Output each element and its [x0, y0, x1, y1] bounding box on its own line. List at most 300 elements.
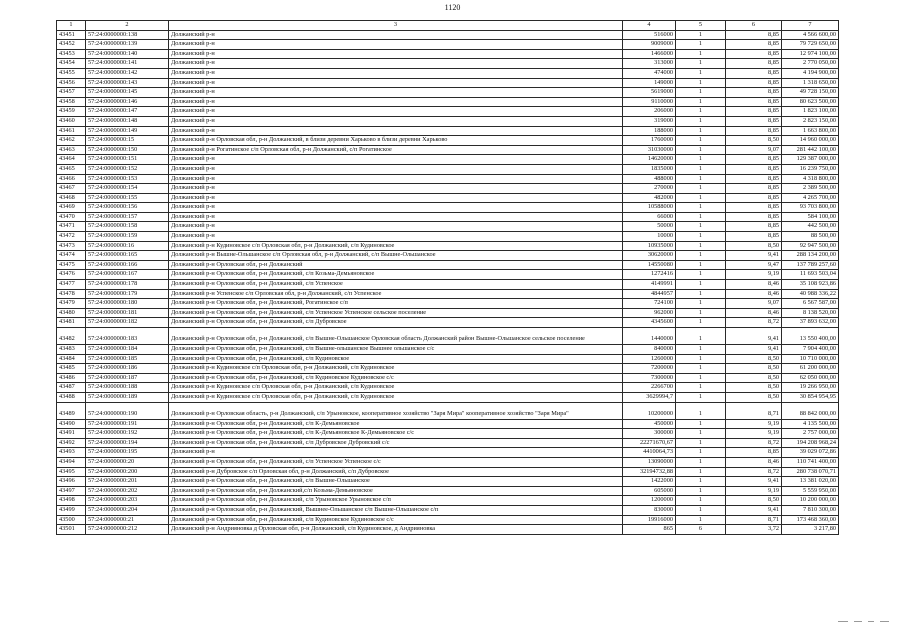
table-cell: 9,19 — [726, 270, 782, 280]
table-cell: 1 — [676, 174, 726, 184]
table-row — [57, 270, 839, 280]
table-cell: 1 — [676, 496, 726, 506]
table-cell: 8,85 — [726, 212, 782, 222]
table-cell: 66000 — [623, 212, 676, 222]
table-cell: 1200000 — [623, 496, 676, 506]
table-cell: 43491 — [57, 429, 86, 439]
table-cell: 450000 — [623, 419, 676, 429]
table-cell: 830000 — [623, 505, 676, 515]
table-cell: 57:24:0000000:138 — [86, 30, 169, 40]
table-cell: Должанский р-н Орловская обл, р-н Должанский, с/п Козьма-Демьяновское — [169, 270, 623, 280]
table-row — [57, 345, 839, 355]
table-cell: 4 135 500,00 — [782, 419, 839, 429]
table-cell: 1 — [676, 222, 726, 232]
table-cell: 7300000 — [623, 373, 676, 383]
table-cell: 22271670,67 — [623, 438, 676, 448]
table-cell: 43459 — [57, 107, 86, 117]
table-cell: 57:24:0000000:167 — [86, 270, 169, 280]
table-cell: Должанский р-н Вышне-Ольшанское с/п Орловская обл, р-н Должанский, с/п Вышне-Ольшанское — [169, 251, 623, 261]
table-body — [57, 30, 839, 534]
table-cell: Должанский р-н Успенское с/п Орловская обл, р-н Должанский, с/п Успенское — [169, 289, 623, 299]
table-row — [57, 88, 839, 98]
table-cell: 1 — [676, 184, 726, 194]
table-cell: 8,85 — [726, 107, 782, 117]
table-cell: 57:24:0000000:16 — [86, 241, 169, 251]
table-row — [57, 68, 839, 78]
table-cell: Должанский р-н Орловская обл, р-н Должанский, Рогатинское с/п — [169, 299, 623, 309]
table-cell: 57:24:0000000:152 — [86, 164, 169, 174]
column-header: 4 — [623, 21, 676, 31]
table-cell: 16 239 750,00 — [782, 164, 839, 174]
table-cell: 43481 — [57, 318, 86, 328]
table-cell: 57:24:0000000:153 — [86, 174, 169, 184]
table-cell: 57:24:0000000:189 — [86, 392, 169, 402]
table-cell: 3629994,7 — [623, 392, 676, 402]
table-cell: Должанский р-н Орловская обл, р-н Должанский, с/п Успенское Успенское сельское поселение — [169, 308, 623, 318]
table-cell: 1422000 — [623, 477, 676, 487]
table-cell: 8,85 — [726, 232, 782, 242]
table-cell: 9,41 — [726, 251, 782, 261]
table-cell: 19 266 950,00 — [782, 383, 839, 393]
table-cell: 10935000 — [623, 241, 676, 251]
table-row — [57, 251, 839, 261]
table-cell: 8,46 — [726, 457, 782, 467]
table-cell: 1 — [676, 354, 726, 364]
table-cell: 1 — [676, 392, 726, 402]
table-cell: 1 — [676, 486, 726, 496]
table-cell: 4 265 700,00 — [782, 193, 839, 203]
table-cell: 1272416 — [623, 270, 676, 280]
table-cell: Должанский р-н — [169, 116, 623, 126]
table-cell: 57:24:0000000:21 — [86, 515, 169, 525]
table-cell: 1 — [676, 280, 726, 290]
table-cell: 57:24:0000000:158 — [86, 222, 169, 232]
table-row — [57, 241, 839, 251]
table-cell: Должанский р-н Орловская обл, р-н Должанский, с/п Кудиновское Кудиновское с/с — [169, 373, 623, 383]
table-cell: 57:24:0000000:181 — [86, 308, 169, 318]
table-cell: 43495 — [57, 467, 86, 477]
table-cell: Должанский р-н Орловская обл, р-н Должанский, с/п К-Демьяновское К-Демьяновское с/с — [169, 429, 623, 439]
table-cell: 1 — [676, 30, 726, 40]
table-cell: 2 823 150,00 — [782, 116, 839, 126]
table-cell: 13090000 — [623, 457, 676, 467]
table-row — [57, 116, 839, 126]
table-cell: 474000 — [623, 68, 676, 78]
table-cell: 43452 — [57, 40, 86, 50]
page-edge-marks — [838, 621, 900, 625]
table-row — [57, 419, 839, 429]
table-cell: 1 — [676, 467, 726, 477]
table-cell: 10200000 — [623, 402, 676, 419]
table-cell: 8,85 — [726, 155, 782, 165]
table-cell: Должанский р-н — [169, 40, 623, 50]
table-cell: Должанский р-н — [169, 30, 623, 40]
table-cell: 43477 — [57, 280, 86, 290]
table-cell: 488000 — [623, 174, 676, 184]
table-cell: 1 — [676, 477, 726, 487]
table-cell: 43451 — [57, 30, 86, 40]
table-cell: 8,85 — [726, 193, 782, 203]
table-cell: 13 381 020,00 — [782, 477, 839, 487]
table-cell: 35 108 923,86 — [782, 280, 839, 290]
table-cell: Должанский р-н Орловская обл, р-н Должанский, с/п Вышне-Ольшанское — [169, 477, 623, 487]
table-cell: 1260000 — [623, 354, 676, 364]
table-row — [57, 515, 839, 525]
table-cell: Должанский р-н Дубровское с/п Орловская обл, р-н Должанский, с/п Дубровское — [169, 467, 623, 477]
table-cell: 57:24:0000000:203 — [86, 496, 169, 506]
table-cell: 8,72 — [726, 318, 782, 328]
table-cell: Должанский р-н — [169, 126, 623, 136]
table-cell: 4345600 — [623, 318, 676, 328]
table-cell: 43501 — [57, 525, 86, 535]
table-cell: 1 — [676, 97, 726, 107]
table-cell: 1 — [676, 383, 726, 393]
table-row — [57, 184, 839, 194]
table-cell: 57:24:0000000:183 — [86, 328, 169, 345]
table-cell: 8,85 — [726, 222, 782, 232]
table-cell: 1 — [676, 40, 726, 50]
table-cell: 57:24:0000000:204 — [86, 505, 169, 515]
column-header: 1 — [57, 21, 86, 31]
table-cell: 57:24:0000000:202 — [86, 486, 169, 496]
table-cell: 43485 — [57, 364, 86, 374]
table-cell: 43460 — [57, 116, 86, 126]
table-cell: 1 318 650,00 — [782, 78, 839, 88]
table-cell: 19916000 — [623, 515, 676, 525]
table-cell: 57:24:0000000:151 — [86, 155, 169, 165]
table-cell: 57:24:0000000:142 — [86, 68, 169, 78]
table-row — [57, 467, 839, 477]
table-row — [57, 212, 839, 222]
table-cell: Должанский р-н — [169, 88, 623, 98]
table-cell: 57:24:0000000:201 — [86, 477, 169, 487]
table-cell: 840000 — [623, 345, 676, 355]
table-cell: 14620000 — [623, 155, 676, 165]
table-row — [57, 59, 839, 69]
table-cell: 8 138 520,00 — [782, 308, 839, 318]
table-cell: 57:24:0000000:179 — [86, 289, 169, 299]
table-cell: 5 559 950,00 — [782, 486, 839, 496]
table-cell: 8,85 — [726, 59, 782, 69]
table-cell: Должанский р-н — [169, 203, 623, 213]
table-cell: 110 741 400,00 — [782, 457, 839, 467]
table-cell: 57:24:0000000:180 — [86, 299, 169, 309]
table-cell: 8,85 — [726, 40, 782, 50]
table-cell: 1 — [676, 203, 726, 213]
table-cell: 194 208 968,24 — [782, 438, 839, 448]
table-cell: 92 947 500,00 — [782, 241, 839, 251]
table-cell: 57:24:0000000:200 — [86, 467, 169, 477]
table-cell: 10 200 000,00 — [782, 496, 839, 506]
table-cell: 8,85 — [726, 68, 782, 78]
table-cell: 1 — [676, 402, 726, 419]
table-cell: 1 — [676, 299, 726, 309]
table-cell: 14550080 — [623, 260, 676, 270]
table-cell: Должанский р-н — [169, 193, 623, 203]
table-row — [57, 457, 839, 467]
table-row — [57, 364, 839, 374]
table-cell: 43490 — [57, 419, 86, 429]
table-cell: Должанский р-н Орловская обл, р-н Должанский, с/п Вышне-Ольшанское Орловская область Должанский район Вышне-Ольшанское сельское поселение — [169, 328, 623, 345]
table-cell: 8,85 — [726, 126, 782, 136]
table-cell: 280 738 070,71 — [782, 467, 839, 477]
table-cell: 313000 — [623, 59, 676, 69]
table-cell: Должанский р-н Андрияновка д Орловская обл, р-н Должанский, с/п Кудиновское, д Андрияновка — [169, 525, 623, 535]
table-cell: 43475 — [57, 260, 86, 270]
table-cell: Должанский р-н — [169, 68, 623, 78]
table-cell: Должанский р-н Орловская обл, р-н Должанский, Вышнее-Ольшанское с/п Вышне-Ольшанское с/п — [169, 505, 623, 515]
table-cell: 57:24:0000000:182 — [86, 318, 169, 328]
table-cell: 57:24:0000000:157 — [86, 212, 169, 222]
table-cell: 43492 — [57, 438, 86, 448]
column-header: 6 — [726, 21, 782, 31]
table-cell: Должанский р-н — [169, 49, 623, 59]
table-cell: 43454 — [57, 59, 86, 69]
table-row — [57, 318, 839, 328]
table-cell: 8,50 — [726, 354, 782, 364]
table-row — [57, 299, 839, 309]
table-cell: 300000 — [623, 429, 676, 439]
table-cell: 1 — [676, 251, 726, 261]
table-cell: Должанский р-н — [169, 184, 623, 194]
table-row — [57, 193, 839, 203]
table-cell: 43469 — [57, 203, 86, 213]
table-cell: 43456 — [57, 78, 86, 88]
table-row — [57, 30, 839, 40]
table-cell: 43465 — [57, 164, 86, 174]
table-cell: 9,19 — [726, 419, 782, 429]
table-cell: 1 — [676, 419, 726, 429]
table-cell: 1 — [676, 59, 726, 69]
table-cell: Должанский р-н Рогатинское с/п Орловская обл, р-н Должанский, с/п Рогатинское — [169, 145, 623, 155]
table-cell: 1 — [676, 364, 726, 374]
table-cell: 57:24:0000000:139 — [86, 40, 169, 50]
table-cell: 9,07 — [726, 299, 782, 309]
table-cell: 10 710 000,00 — [782, 354, 839, 364]
table-cell: 1 — [676, 164, 726, 174]
table-row — [57, 438, 839, 448]
table-cell: 57:24:0000000:212 — [86, 525, 169, 535]
table-cell: 43479 — [57, 299, 86, 309]
table-cell: 43467 — [57, 184, 86, 194]
table-cell: Должанский р-н Орловская область, р-н Должанский, с/п Урыновское, кооперативное хозяйство "Заря Мира" кооперативное хозяйство "Заря Мира" — [169, 402, 623, 419]
table-row — [57, 505, 839, 515]
table-cell: 50000 — [623, 222, 676, 232]
table-row — [57, 280, 839, 290]
table-cell: 57:24:0000000:186 — [86, 364, 169, 374]
table-cell: 7200000 — [623, 364, 676, 374]
table-cell: 57:24:0000000:159 — [86, 232, 169, 242]
table-cell: 724100 — [623, 299, 676, 309]
table-cell: 79 729 650,00 — [782, 40, 839, 50]
table-cell: 43487 — [57, 383, 86, 393]
table-cell: 9,07 — [726, 145, 782, 155]
table-cell: 281 442 100,00 — [782, 145, 839, 155]
table-cell: 9,41 — [726, 505, 782, 515]
table-cell: 62 050 000,00 — [782, 373, 839, 383]
table-cell: Должанский р-н — [169, 107, 623, 117]
table-cell: 442 500,00 — [782, 222, 839, 232]
table-cell: 8,85 — [726, 30, 782, 40]
table-row — [57, 222, 839, 232]
table-row — [57, 477, 839, 487]
table-cell: 57:24:0000000:190 — [86, 402, 169, 419]
table-cell: Должанский р-н Орловская обл, р-н Должанский, с/п К-Демьяновское — [169, 419, 623, 429]
table-cell: 57:24:0000000:146 — [86, 97, 169, 107]
column-header: 2 — [86, 21, 169, 31]
table-cell: 2 757 000,00 — [782, 429, 839, 439]
table-row — [57, 402, 839, 419]
table-row — [57, 49, 839, 59]
table-cell: 57:24:0000000:156 — [86, 203, 169, 213]
table-cell: 57:24:0000000:148 — [86, 116, 169, 126]
table-cell: 43471 — [57, 222, 86, 232]
table-cell: 6 567 587,00 — [782, 299, 839, 309]
table-cell: 80 623 500,00 — [782, 97, 839, 107]
table-cell: 4410064,73 — [623, 448, 676, 458]
table-row — [57, 126, 839, 136]
table-cell: Должанский р-н — [169, 155, 623, 165]
table-cell: 6 — [676, 525, 726, 535]
table-cell: 1 — [676, 136, 726, 146]
table-row — [57, 155, 839, 165]
table-cell: 8,50 — [726, 373, 782, 383]
table-cell: 3 217,80 — [782, 525, 839, 535]
table-cell: 57:24:0000000:140 — [86, 49, 169, 59]
table-row — [57, 308, 839, 318]
table-cell: 57:24:0000000:20 — [86, 457, 169, 467]
table-cell: 7 904 400,00 — [782, 345, 839, 355]
table-cell: 9110000 — [623, 97, 676, 107]
table-cell: 57:24:0000000:185 — [86, 354, 169, 364]
table-cell: 2266700 — [623, 383, 676, 393]
table-cell: 4 566 600,00 — [782, 30, 839, 40]
table-cell: 57:24:0000000:145 — [86, 88, 169, 98]
table-row — [57, 78, 839, 88]
table-cell: 173 468 360,00 — [782, 515, 839, 525]
table-cell: Должанский р-н Кудиновское с/п Орловская обл, р-н Должанский, с/п Кудиновское — [169, 241, 623, 251]
table-cell: 288 134 200,00 — [782, 251, 839, 261]
table-cell: 482000 — [623, 193, 676, 203]
table-cell: 9,19 — [726, 429, 782, 439]
table-cell: 43458 — [57, 97, 86, 107]
table-cell: 1760000 — [623, 136, 676, 146]
table-cell: 8,71 — [726, 515, 782, 525]
table-cell: 57:24:0000000:147 — [86, 107, 169, 117]
table-row — [57, 164, 839, 174]
table-cell: 8,72 — [726, 467, 782, 477]
table-cell: 8,50 — [726, 383, 782, 393]
table-cell: 57:24:0000000:195 — [86, 448, 169, 458]
table-cell: 7 810 300,00 — [782, 505, 839, 515]
table-cell: 43480 — [57, 308, 86, 318]
table-cell: 57:24:0000000:150 — [86, 145, 169, 155]
table-cell: 43499 — [57, 505, 86, 515]
table-cell: 43497 — [57, 486, 86, 496]
table-cell: Должанский р-н Орловская обл, р-н Должанский — [169, 260, 623, 270]
table-cell: 43457 — [57, 88, 86, 98]
table-cell: 43494 — [57, 457, 86, 467]
table-cell: 149000 — [623, 78, 676, 88]
table-cell: 1 — [676, 241, 726, 251]
table-cell: 43464 — [57, 155, 86, 165]
table-cell: Должанский р-н — [169, 59, 623, 69]
table-cell: Должанский р-н Орловская обл, р-н Должанский, с/п Кудиновское Кудиновское с/с — [169, 515, 623, 525]
table-cell: 39 029 072,86 — [782, 448, 839, 458]
table-cell: Должанский р-н Кудиновское с/п Орловская обл, р-н Должанский, с/п Кудиновское — [169, 392, 623, 402]
table-cell: 31030000 — [623, 145, 676, 155]
table-cell: 11 693 503,04 — [782, 270, 839, 280]
table-cell: 1 — [676, 260, 726, 270]
table-cell: 1466000 — [623, 49, 676, 59]
table-cell: 57:24:0000000:178 — [86, 280, 169, 290]
table-cell: 1 — [676, 116, 726, 126]
table-cell: Должанский р-н — [169, 78, 623, 88]
table-cell: 8,71 — [726, 402, 782, 419]
table-cell: 9,19 — [726, 486, 782, 496]
table-cell: 1 — [676, 68, 726, 78]
table-cell: 9009000 — [623, 40, 676, 50]
table-cell: 10000 — [623, 232, 676, 242]
table-cell: 516000 — [623, 30, 676, 40]
table-cell: 865 — [623, 525, 676, 535]
page-number: 1120 — [444, 3, 461, 12]
table-row — [57, 486, 839, 496]
table-cell: Должанский р-н Орловская обл, р-н Должанский, с/п Успенское — [169, 280, 623, 290]
table-cell: 1 — [676, 270, 726, 280]
table-cell: Должанский р-н — [169, 97, 623, 107]
table-cell: Должанский р-н Орловская обл, р-н Должанский, с/п Вышне-ольшанское Вышнее ольшанское с/с — [169, 345, 623, 355]
table-row — [57, 354, 839, 364]
table-cell: 188000 — [623, 126, 676, 136]
table-cell: 93 703 800,00 — [782, 203, 839, 213]
table-cell: 43476 — [57, 270, 86, 280]
table-cell: Должанский р-н — [169, 164, 623, 174]
table-cell: 8,50 — [726, 496, 782, 506]
table-cell: 1 663 800,00 — [782, 126, 839, 136]
table-cell: Должанский р-н Орловская обл, р-н Должанский, в близи деревни Харьково в близи деревни Харьково — [169, 136, 623, 146]
table-cell: 43493 — [57, 448, 86, 458]
table-cell: Должанский р-н — [169, 448, 623, 458]
table-cell: 8,85 — [726, 174, 782, 184]
table-cell: 8,50 — [726, 241, 782, 251]
table-cell: 57:24:0000000:184 — [86, 345, 169, 355]
table-cell: 8,85 — [726, 116, 782, 126]
table-cell: 43488 — [57, 392, 86, 402]
table-cell: 57:24:0000000:166 — [86, 260, 169, 270]
table-cell: 5619000 — [623, 88, 676, 98]
table-cell: 270000 — [623, 184, 676, 194]
table-cell: 43455 — [57, 68, 86, 78]
table-cell: Должанский р-н Кудиновское с/п Орловская обл, р-н Должанский, с/п Кудиновское — [169, 364, 623, 374]
column-number-header-row — [57, 21, 839, 31]
table-cell: 137 789 257,60 — [782, 260, 839, 270]
table-cell: Должанский р-н Орловская обл, р-н Должанский, с/п Дубровское Дубровский с/с — [169, 438, 623, 448]
table-cell: Должанский р-н Орловская обл, р-н Должанский, с/п Урыновское Урыновское с/п — [169, 496, 623, 506]
table-cell: 1 — [676, 328, 726, 345]
table-row — [57, 525, 839, 535]
table-cell: Должанский р-н Орловская обл, р-н Должанский,с/п Козьма-Демьяновское — [169, 486, 623, 496]
table-cell: 2 770 050,00 — [782, 59, 839, 69]
table-cell: 1 — [676, 429, 726, 439]
table-cell: 12 974 100,00 — [782, 49, 839, 59]
table-row — [57, 145, 839, 155]
column-header: 3 — [169, 21, 623, 31]
table-cell: 43486 — [57, 373, 86, 383]
table-cell: 8,85 — [726, 78, 782, 88]
table-cell: 43484 — [57, 354, 86, 364]
table-cell: 32194732,88 — [623, 467, 676, 477]
